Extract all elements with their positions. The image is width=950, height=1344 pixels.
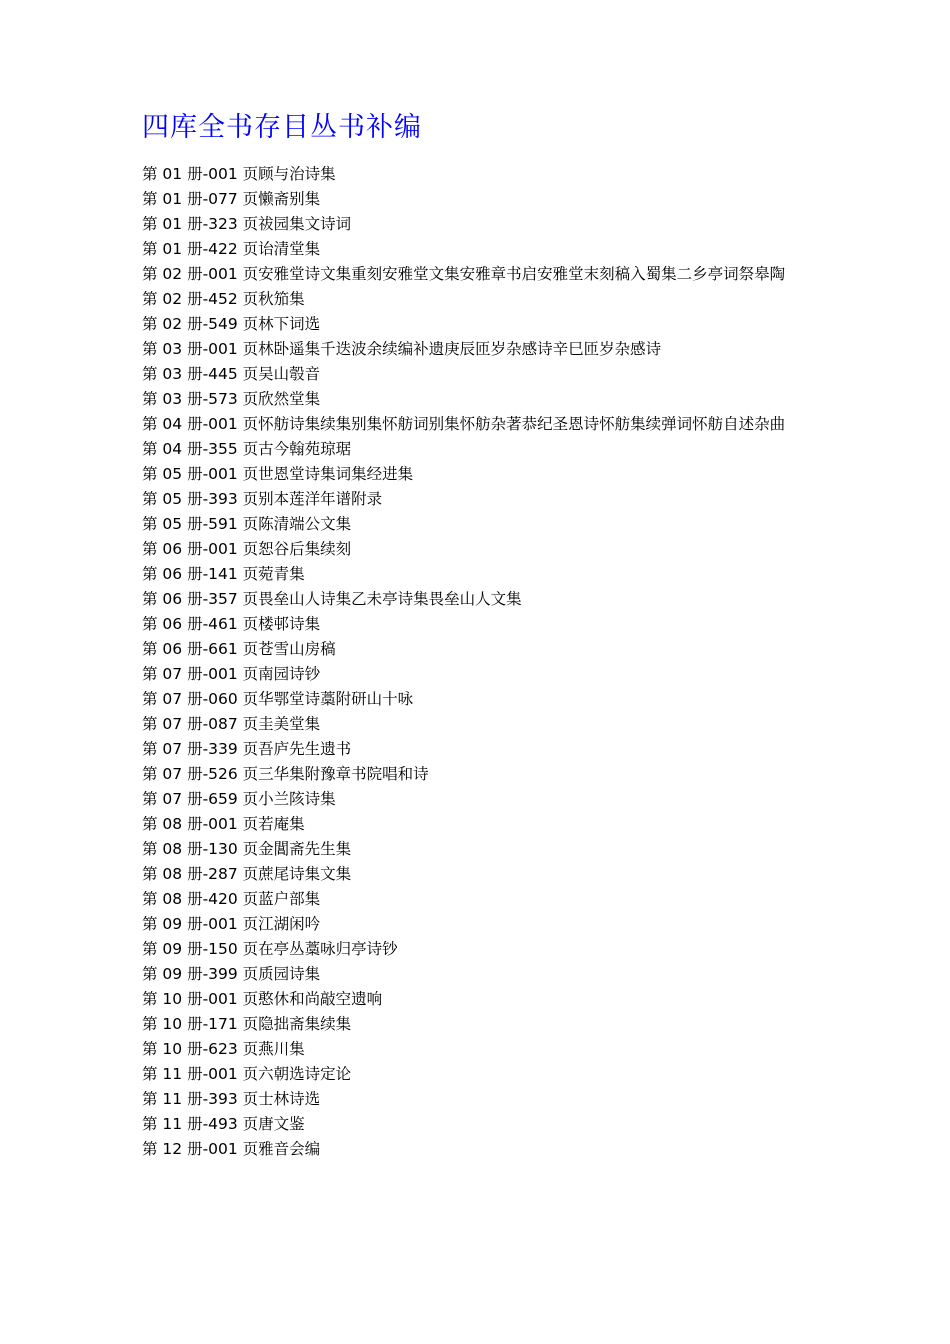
list-item: 第 02 册-549 页林下词选 [142, 315, 321, 333]
list-item: 第 08 册-287 页蔗尾诗集文集 [142, 865, 352, 883]
list-item: 第 10 册-171 页隐拙斋集续集 [142, 1015, 352, 1033]
list-item: 第 04 册-001 页怀舫诗集续集别集怀舫词别集怀舫杂著恭纪圣恩诗怀舫集续弹词怀舫自述杂曲 [142, 415, 786, 433]
list-item: 第 10 册-001 页憨休和尚敲空遗响 [142, 990, 383, 1008]
list-item: 第 01 册-001 页顾与治诗集 [142, 165, 336, 183]
list-item: 第 07 册-659 页小兰陔诗集 [142, 790, 336, 808]
list-item: 第 05 册-393 页别本莲洋年谱附录 [142, 490, 383, 508]
list-item: 第 06 册-357 页畏垒山人诗集乙未亭诗集畏垒山人文集 [142, 590, 522, 608]
list-item: 第 06 册-141 页菀青集 [142, 565, 305, 583]
list-item: 第 06 册-001 页恕谷后集续刻 [142, 540, 352, 558]
list-item: 第 01 册-323 页祓园集文诗词 [142, 215, 352, 233]
list-item: 第 08 册-130 页金閶斋先生集 [142, 840, 352, 858]
list-item: 第 08 册-001 页若庵集 [142, 815, 305, 833]
list-item: 第 07 册-087 页圭美堂集 [142, 715, 321, 733]
document-content [142, 108, 812, 1162]
list-item: 第 01 册-077 页懒斋别集 [142, 190, 321, 208]
list-item: 第 06 册-461 页楼邨诗集 [142, 615, 321, 633]
list-item: 第 03 册-445 页吴山彀音 [142, 365, 321, 383]
list-item: 第 09 册-399 页质园诗集 [142, 965, 321, 983]
list-item: 第 05 册-001 页世恩堂诗集词集经进集 [142, 465, 414, 483]
list-item: 第 07 册-060 页华鄂堂诗藁附研山十咏 [142, 690, 414, 708]
list-item: 第 07 册-339 页吾庐先生遗书 [142, 740, 352, 758]
list-item: 第 06 册-661 页苍雪山房稿 [142, 640, 336, 658]
list-item: 第 11 册-393 页士林诗选 [142, 1090, 321, 1108]
list-item: 第 08 册-420 页蓝户部集 [142, 890, 321, 908]
list-item: 第 11 册-493 页唐文鉴 [142, 1115, 305, 1133]
list-item: 第 11 册-001 页六朝选诗定论 [142, 1065, 352, 1083]
list-item: 第 10 册-623 页燕川集 [142, 1040, 305, 1058]
list-item: 第 02 册-001 页安雅堂诗文集重刻安雅堂文集安雅章书启安雅堂末刻稿入蜀集二乡亭词祭皋陶 [142, 265, 786, 283]
list-item: 第 09 册-150 页在亭丛藁咏归亭诗钞 [142, 940, 398, 958]
list-item: 第 01 册-422 页诒清堂集 [142, 240, 321, 258]
list-item: 第 02 册-452 页秋笳集 [142, 290, 305, 308]
list-item: 第 07 册-001 页南园诗钞 [142, 665, 321, 683]
page-title: 四库全书存目丛书补编 [142, 112, 422, 143]
list-item: 第 04 册-355 页古今翰苑琼琚 [142, 440, 352, 458]
list-item: 第 05 册-591 页陈清端公文集 [142, 515, 352, 533]
list-item: 第 12 册-001 页雅音会编 [142, 1140, 321, 1158]
list-item: 第 07 册-526 页三华集附豫章书院唱和诗 [142, 765, 429, 783]
list-item: 第 09 册-001 页江湖闲吟 [142, 915, 321, 933]
list-item: 第 03 册-573 页欣然堂集 [142, 390, 321, 408]
volume-list [142, 162, 812, 1162]
list-item: 第 03 册-001 页林卧遥集千迭波余续编补遗庚辰匝岁杂感诗辛巳匝岁杂感诗 [142, 340, 662, 358]
